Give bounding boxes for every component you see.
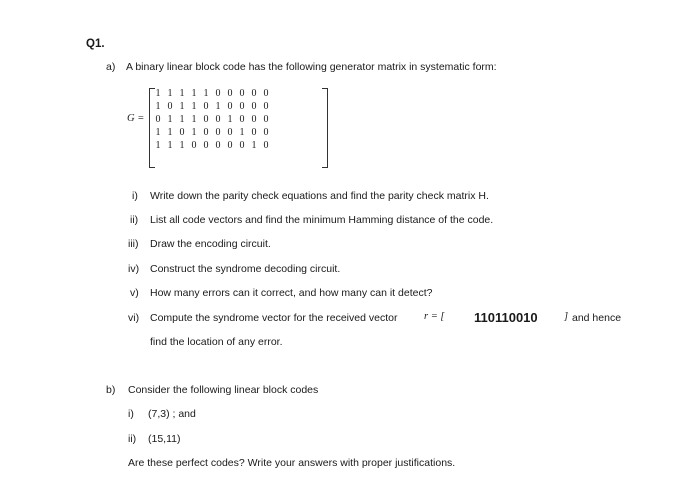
question-number: Q1. bbox=[86, 38, 105, 50]
matrix-cell: 1 bbox=[155, 140, 161, 151]
matrix-cell: 0 bbox=[167, 101, 173, 112]
item-b-ii-number: ii) bbox=[128, 433, 137, 445]
matrix-cell: 0 bbox=[251, 101, 257, 112]
item-a-v-number: v) bbox=[130, 287, 139, 299]
matrix-cell: 1 bbox=[155, 88, 161, 99]
item-a-vi-text-after: and hence bbox=[572, 312, 622, 324]
matrix-cell: 1 bbox=[227, 114, 233, 125]
matrix-row bbox=[152, 87, 272, 100]
matrix-cell: 1 bbox=[191, 101, 197, 112]
matrix-cell: 1 bbox=[203, 88, 209, 99]
matrix-cell: 1 bbox=[179, 101, 185, 112]
item-a-vi-text: Compute the syndrome vector for the received vector bbox=[150, 312, 398, 324]
matrix-cell: 0 bbox=[263, 101, 269, 112]
matrix-label: G = bbox=[127, 113, 145, 124]
received-vector-close: ] bbox=[564, 311, 569, 322]
matrix-row bbox=[152, 126, 272, 139]
matrix-cell: 0 bbox=[215, 114, 221, 125]
part-a-label: a) bbox=[106, 61, 116, 73]
matrix-cell: 0 bbox=[203, 127, 209, 138]
matrix-cell: 0 bbox=[263, 127, 269, 138]
matrix-cell: 0 bbox=[239, 114, 245, 125]
matrix-cell: 1 bbox=[167, 127, 173, 138]
item-a-vi-line2: find the location of any error. bbox=[150, 336, 283, 348]
matrix-cell: 1 bbox=[215, 101, 221, 112]
matrix-cell: 0 bbox=[215, 127, 221, 138]
matrix-cell: 0 bbox=[239, 140, 245, 151]
matrix-cell: 1 bbox=[167, 88, 173, 99]
matrix-cell: 0 bbox=[239, 101, 245, 112]
matrix-cell: 0 bbox=[239, 88, 245, 99]
matrix-cell: 1 bbox=[251, 140, 257, 151]
item-a-i-number: i) bbox=[132, 190, 138, 202]
matrix-cell: 0 bbox=[215, 88, 221, 99]
received-vector-variable: r = [ bbox=[424, 311, 445, 322]
matrix-cell: 1 bbox=[155, 127, 161, 138]
matrix-row bbox=[152, 100, 272, 113]
matrix-row bbox=[152, 113, 272, 126]
matrix-cell: 1 bbox=[191, 114, 197, 125]
item-a-iv-text: Construct the syndrome decoding circuit. bbox=[150, 263, 341, 275]
item-a-iv-number: iv) bbox=[128, 263, 140, 275]
received-vector-value: 110110010 bbox=[474, 310, 538, 325]
matrix-cell: 0 bbox=[203, 114, 209, 125]
matrix-cell: 0 bbox=[263, 88, 269, 99]
matrix-cell: 1 bbox=[167, 114, 173, 125]
item-b-i-text: (7,3) ; and bbox=[148, 408, 196, 420]
part-b-label: b) bbox=[106, 384, 116, 396]
matrix-cell: 0 bbox=[191, 140, 197, 151]
matrix-right-bracket bbox=[322, 88, 328, 168]
part-b-closing: Are these perfect codes? Write your answers with proper justifications. bbox=[128, 457, 456, 469]
item-a-iii-number: iii) bbox=[128, 238, 139, 250]
item-b-i-number: i) bbox=[128, 408, 134, 420]
matrix-cell: 0 bbox=[263, 114, 269, 125]
matrix-cell: 0 bbox=[203, 140, 209, 151]
matrix-cell: 1 bbox=[155, 101, 161, 112]
matrix-cell: 0 bbox=[251, 88, 257, 99]
item-a-ii-number: ii) bbox=[130, 214, 139, 226]
matrix-cell: 0 bbox=[227, 127, 233, 138]
matrix-cell: 0 bbox=[227, 88, 233, 99]
part-b-text: Consider the following linear block codes bbox=[128, 384, 319, 396]
item-a-ii-text: List all code vectors and find the minimum Hamming distance of the code. bbox=[150, 214, 494, 226]
matrix-cell: 0 bbox=[251, 127, 257, 138]
matrix-cell: 0 bbox=[263, 140, 269, 151]
matrix-cell: 1 bbox=[191, 88, 197, 99]
matrix-cell: 1 bbox=[179, 88, 185, 99]
matrix-cell: 0 bbox=[215, 140, 221, 151]
generator-matrix bbox=[152, 87, 272, 152]
item-a-iii-text: Draw the encoding circuit. bbox=[150, 238, 271, 250]
matrix-cell: 1 bbox=[239, 127, 245, 138]
matrix-cell: 0 bbox=[203, 101, 209, 112]
part-a-text: A binary linear block code has the following generator matrix in systematic form: bbox=[126, 61, 497, 73]
matrix-cell: 1 bbox=[179, 140, 185, 151]
matrix-cell: 0 bbox=[227, 101, 233, 112]
matrix-cell: 0 bbox=[227, 140, 233, 151]
matrix-cell: 1 bbox=[167, 140, 173, 151]
item-b-ii-text: (15,11) bbox=[148, 433, 181, 445]
item-a-v-text: How many errors can it correct, and how many can it detect? bbox=[150, 287, 433, 299]
matrix-row bbox=[152, 139, 272, 152]
matrix-cell: 1 bbox=[191, 127, 197, 138]
item-a-vi-number: vi) bbox=[128, 312, 140, 324]
matrix-cell: 0 bbox=[155, 114, 161, 125]
matrix-cell: 0 bbox=[251, 114, 257, 125]
matrix-cell: 0 bbox=[179, 127, 185, 138]
item-a-i-text: Write down the parity check equations and find the parity check matrix H. bbox=[150, 190, 489, 202]
matrix-cell: 1 bbox=[179, 114, 185, 125]
